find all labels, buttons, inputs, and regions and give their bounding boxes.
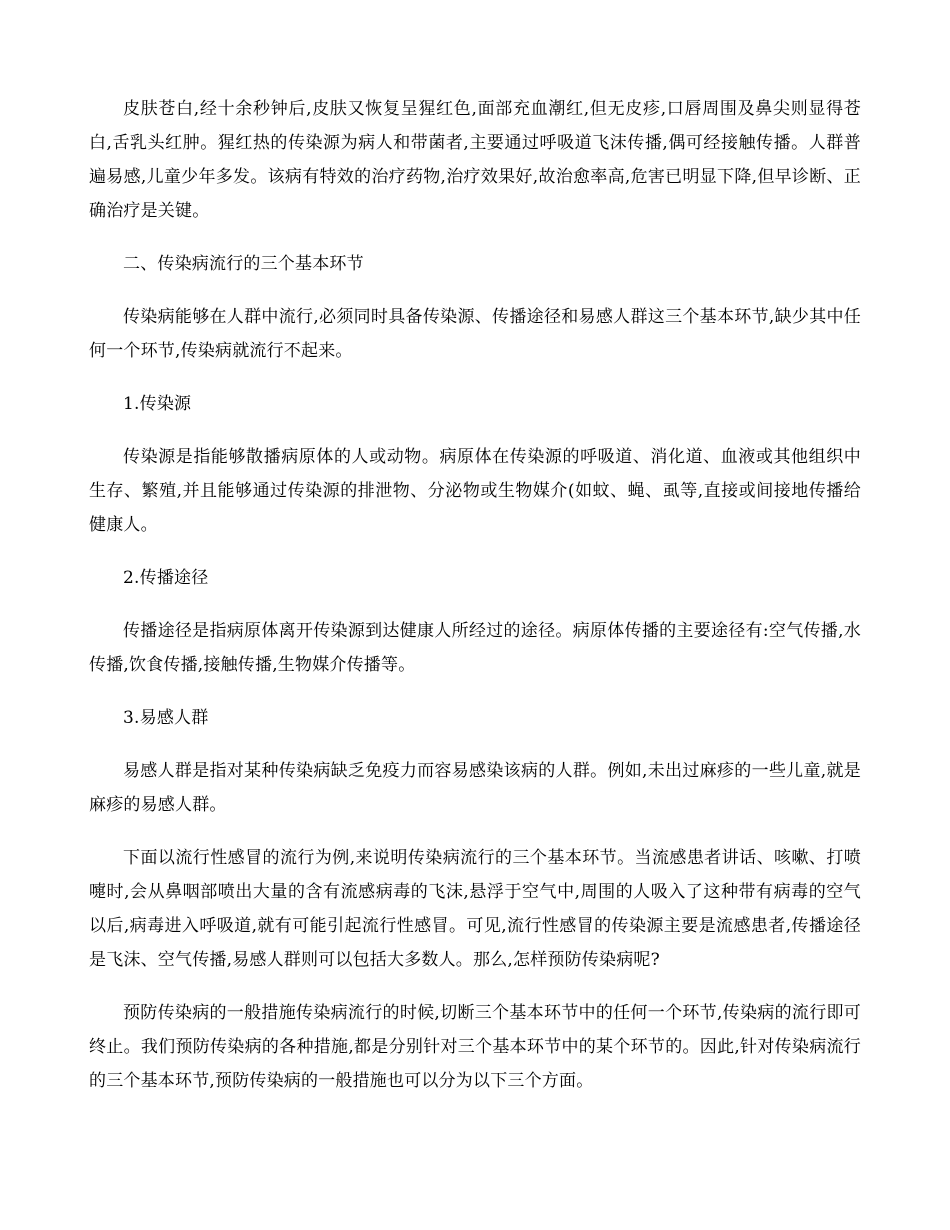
paragraph-infection-source: 传染源是指能够散播病原体的人或动物。病原体在传染源的呼吸道、消化道、血液或其他组织中生存、繁殖,并且能够通过传染源的排泄物、分泌物或生物媒介(如蚊、蝇、虱等,直接或间接地传播给健康人。 [89,447,861,535]
paragraph-three-links-intro: 传染病能够在人群中流行,必须同时具备传染源、传播途径和易感人群这三个基本环节,缺少其中任何一个环节,传染病就流行不起来。 [89,307,861,361]
document-page [89,92,861,1098]
paragraph-influenza-example: 下面以流行性感冒的流行为例,来说明传染病流行的三个基本环节。当流感患者讲话、咳嗽、打喷嚏时,会从鼻咽部喷出大量的含有流感病毒的飞沫,悬浮于空气中,周围的人吸入了这种带有病毒的空气以后,病毒进入呼吸道,就有可能引起流行性感冒。可见,流行性感冒的传染源主要是流感患者,传播途径是飞沫、空气传播,易感人群则可以包括大多数人。那么,怎样预防传染病呢? [89,848,861,970]
subheading-susceptible-population: 3.易感人群 [123,708,209,728]
paragraph-transmission-route: 传播途径是指病原体离开传染源到达健康人所经过的途径。病原体传播的主要途径有:空气传播,水传播,饮食传播,接触传播,生物媒介传播等。 [89,621,861,675]
paragraph-prevention-measures: 预防传染病的一般措施传染病流行的时候,切断三个基本环节中的任何一个环节,传染病的流行即可终止。我们预防传染病的各种措施,都是分别针对三个基本环节中的某个环节的。因此,针对传染病流行的三个基本环节,预防传染病的一般措施也可以分为以下三个方面。 [89,1003,861,1091]
subheading-infection-source: 1.传染源 [123,394,192,414]
paragraph-scarlet-fever: 皮肤苍白,经十余秒钟后,皮肤又恢复呈猩红色,面部充血潮红,但无皮疹,口唇周围及鼻尖则显得苍白,舌乳头红肿。猩红热的传染源为病人和带菌者,主要通过呼吸道飞沫传播,偶可经接触传播。人群普遍易感,儿童少年多发。该病有特效的治疗药物,治疗效果好,故治愈率高,危害已明显下降,但早诊断、正确治疗是关键。 [89,99,861,221]
paragraph-susceptible-population: 易感人群是指对某种传染病缺乏免疫力而容易感染该病的人群。例如,未出过麻疹的一些儿童,就是麻疹的易感人群。 [89,761,861,815]
section-heading-three-links: 二、传染病流行的三个基本环节 [123,254,364,274]
subheading-transmission-route: 2.传播途径 [123,568,209,588]
